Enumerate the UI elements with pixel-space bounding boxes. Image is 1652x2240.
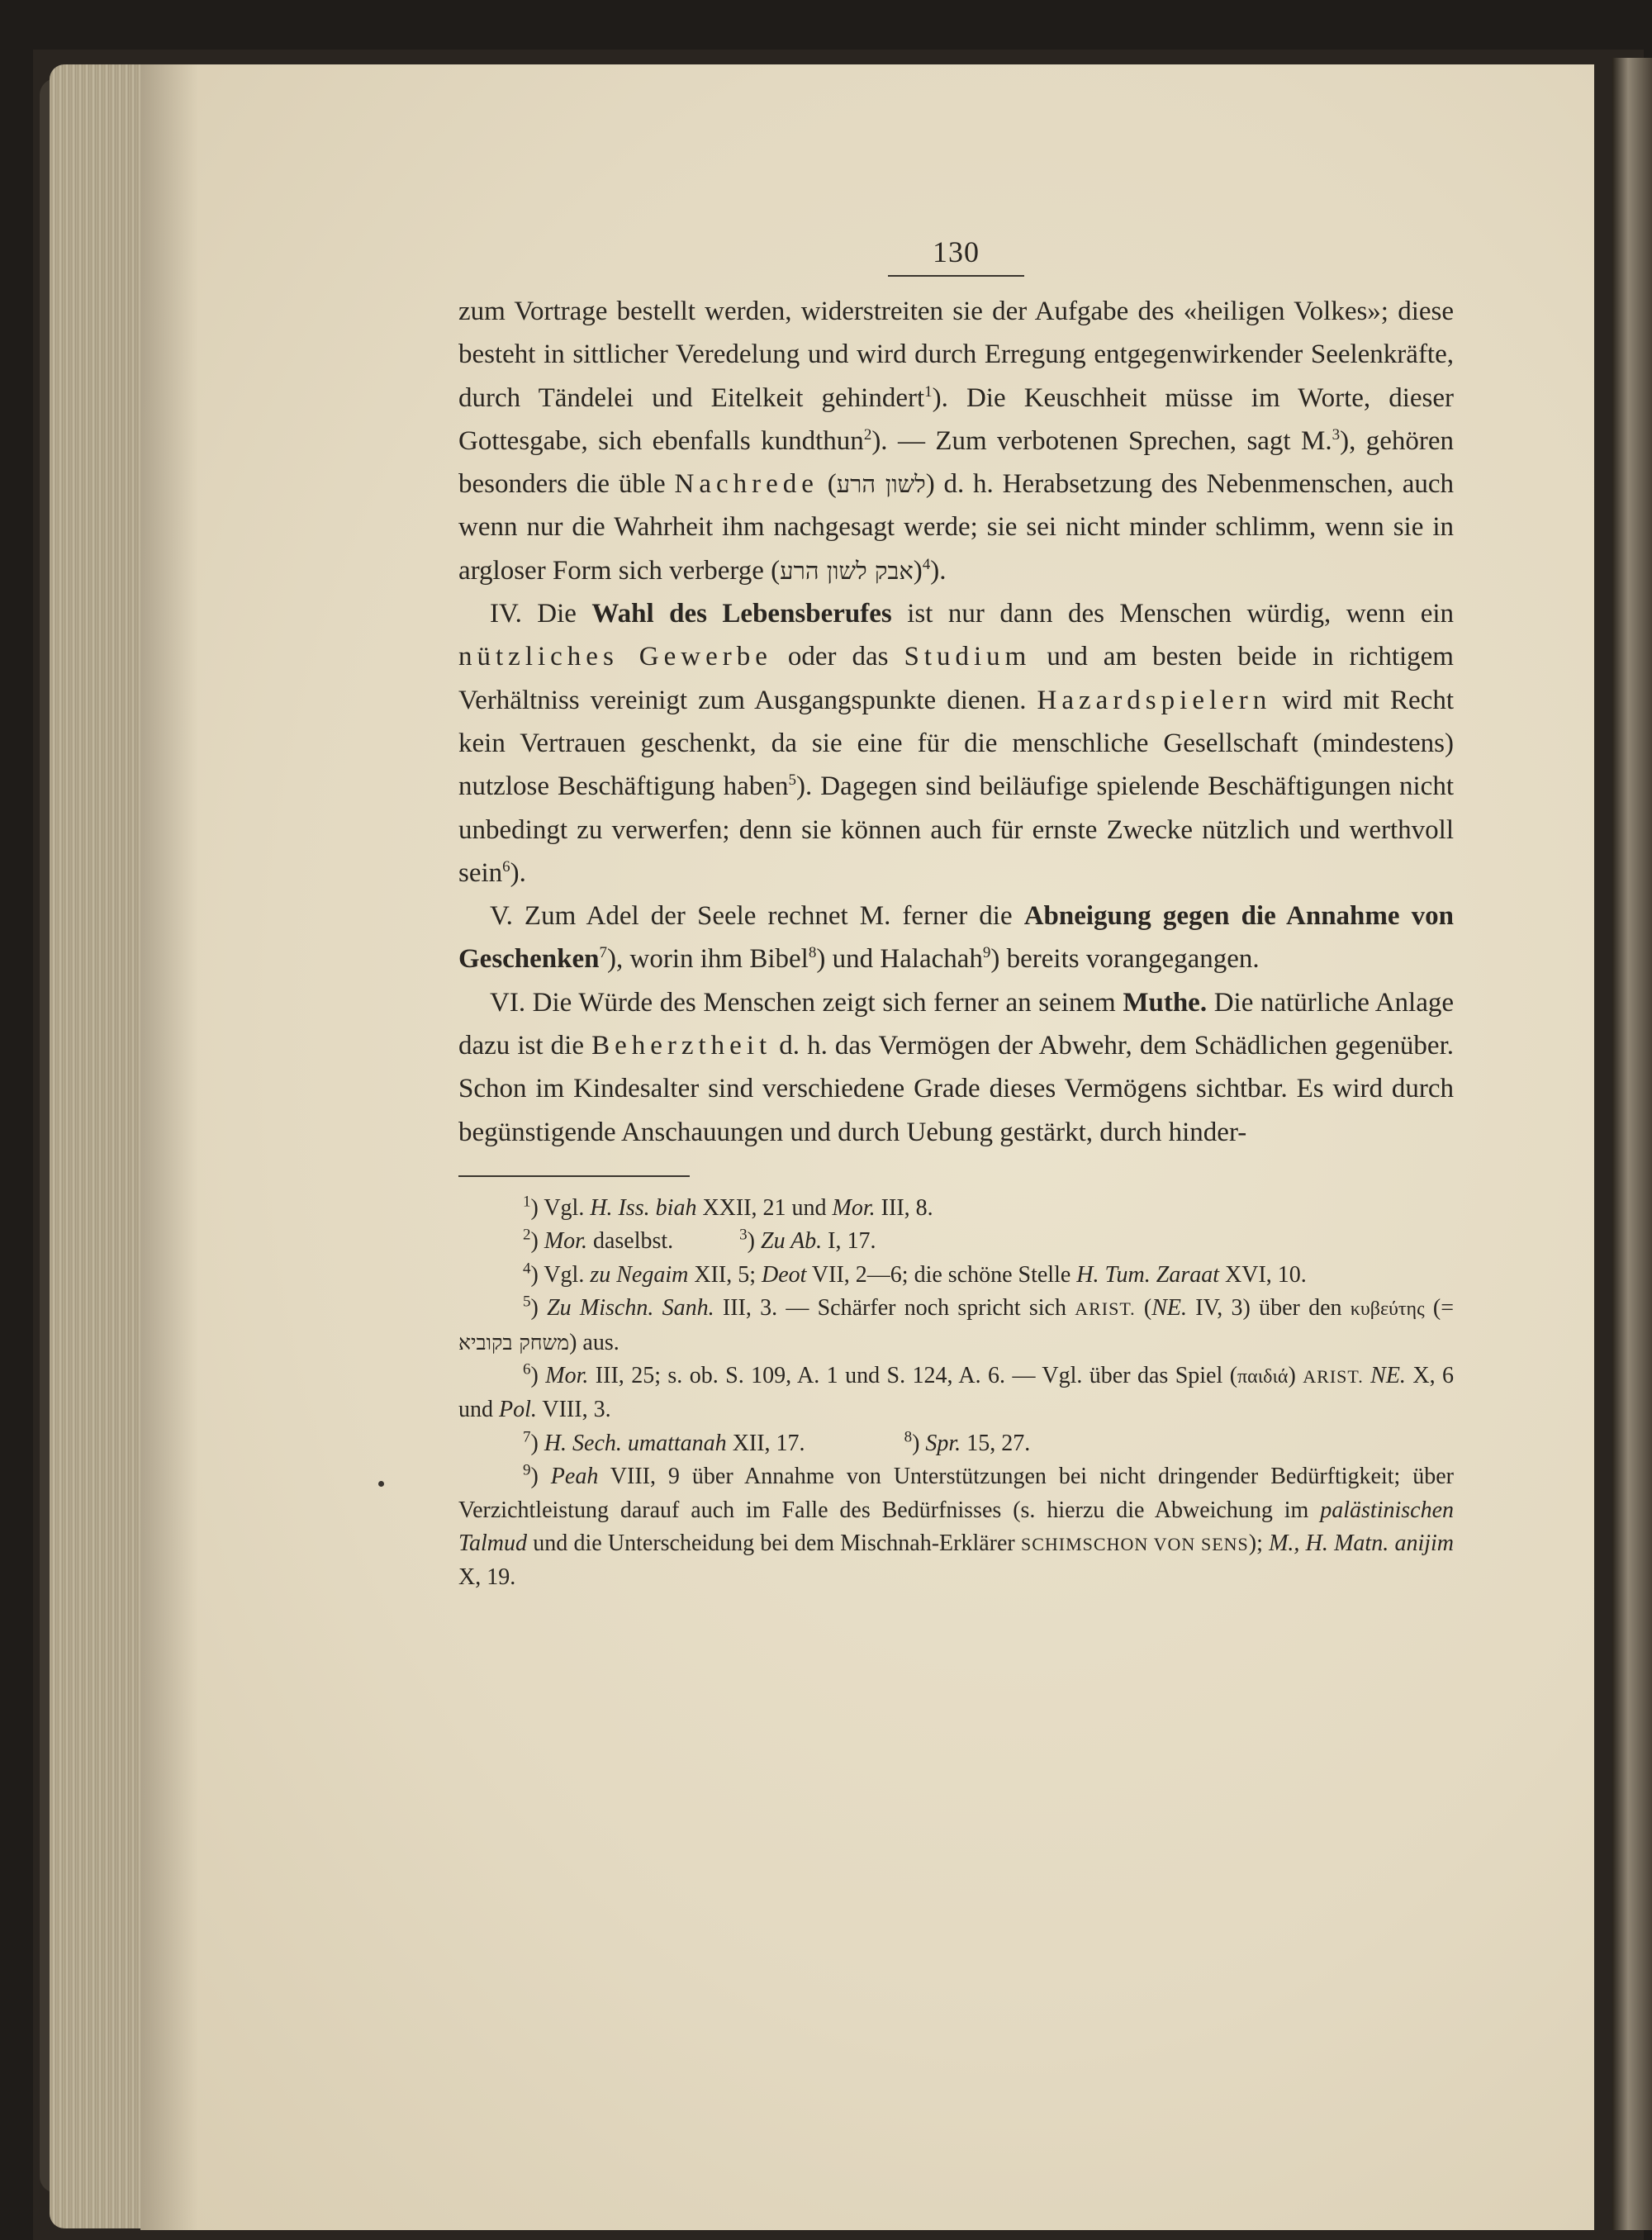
spaced-term: nützliches Gewerbe	[458, 642, 772, 672]
page-content	[458, 235, 1454, 1595]
italic-citation: Zu Mischn. Sanh.	[547, 1295, 714, 1322]
italic-citation: palästinischen Talmud	[458, 1497, 1454, 1556]
text-run: ) Vgl.	[530, 1194, 591, 1221]
italic-citation: M., H. Matn. anijim	[1269, 1531, 1454, 1556]
footnote-number: 3	[739, 1227, 748, 1245]
italic-citation: Deot	[761, 1261, 807, 1288]
footnote-number: 2	[523, 1227, 531, 1245]
footnote-4	[458, 1259, 1454, 1292]
text-run: IV, 3) über den	[1187, 1295, 1351, 1322]
italic-citation: Zu Ab.	[761, 1228, 823, 1255]
text-run: ) Vgl.	[530, 1261, 591, 1288]
spaced-term: Studium	[904, 642, 1032, 672]
text-run: und am besten beide in richtigem Verhältniss vereinigt zum Ausgangspunkte dienen.	[458, 642, 1454, 715]
small-caps-author: SCHIMSCHON VON SENS	[1020, 1534, 1249, 1554]
text-run: III, 8.	[875, 1194, 933, 1221]
text-run: VIII, 3.	[536, 1397, 611, 1423]
text-run: ).	[510, 857, 526, 888]
greek-term: κυβεύτης	[1350, 1298, 1425, 1321]
text-run: ). — Zum verbotenen Sprechen, sagt M.	[871, 425, 1332, 456]
text-run: ), gehören besonders die üble	[458, 425, 1455, 500]
text-run: ) und Halachah	[816, 944, 983, 975]
text-run: und die Unterscheidung bei dem Mischnah-Erklärer	[527, 1531, 1021, 1556]
paragraph-iv	[458, 592, 1454, 895]
text-run: daselbst.	[586, 1228, 674, 1255]
italic-citation: Peah	[550, 1464, 599, 1490]
italic-citation: NE.	[1151, 1295, 1188, 1322]
text-run: V. Zum Adel der Seele rechnet M. ferner die	[490, 901, 1024, 932]
text-run: );	[1248, 1531, 1270, 1556]
text-run: ). Die Keuschheit müsse im Worte, dieser Gottesgabe, sich ebenfalls kundthun	[458, 382, 1455, 456]
text-run: (=	[1424, 1295, 1454, 1322]
footnote-1	[458, 1192, 1454, 1225]
greek-term: παιδιά	[1237, 1365, 1289, 1388]
text-run: ).	[930, 555, 947, 586]
text-run: )	[530, 1295, 548, 1322]
text-run: X, 19.	[458, 1564, 516, 1591]
text-run: )	[530, 1430, 544, 1456]
gutter-shadow	[140, 64, 198, 2230]
text-run	[1364, 1363, 1370, 1388]
text-run: III, 3. — Schärfer noch spricht sich	[714, 1295, 1075, 1322]
text-run: I, 17.	[822, 1228, 876, 1255]
footnote-number: 1	[523, 1193, 531, 1211]
footnote-number: 5	[523, 1293, 531, 1311]
footnote-5	[458, 1292, 1454, 1360]
italic-citation: NE.	[1370, 1362, 1406, 1388]
text-run: oder das	[771, 642, 904, 672]
footnote-ref: 1	[924, 382, 933, 401]
paragraph-vi	[458, 981, 1454, 1154]
bold-heading: Abneigung gegen die Annahme von Geschenken	[458, 901, 1454, 975]
text-run: XII, 17.	[726, 1430, 805, 1456]
facing-page-edge	[1612, 58, 1652, 2230]
italic-citation: H. Iss. biah	[590, 1194, 697, 1221]
paper-speck	[378, 1481, 384, 1487]
footnote-ref: 7	[599, 944, 608, 962]
text-run: XXII, 21 und	[696, 1194, 833, 1221]
text-run: ). Dagegen sind beiläufige spielende Beschäftigungen nicht unbedingt zu verwerfen; denn sie können auch für ernste Zwecke nützlich und werthvoll sein	[458, 771, 1454, 888]
hebrew-term: לשון הרע	[836, 470, 926, 499]
text-run: XVI, 10.	[1219, 1261, 1307, 1288]
page-number: 130	[888, 235, 1024, 277]
text-run: (	[1135, 1295, 1152, 1322]
italic-citation: Spr.	[925, 1430, 961, 1456]
hebrew-term: אבק לשון הרע	[780, 556, 914, 585]
footnote-number: 4	[523, 1260, 531, 1278]
text-run: VI. Die Würde des Menschen zeigt sich ferner an seinem	[490, 987, 1123, 1018]
text-run: (	[818, 469, 837, 500]
text-run: )	[530, 1362, 546, 1388]
footnote-7-8	[458, 1427, 1454, 1460]
text-run: VIII, 9 über Annahme von Unterstützungen bei nicht dringender Bedürftigkeit; über Verzichtleistung darauf auch im Falle des Bedürfnisses (s. hierzu die Abweichung im	[458, 1464, 1455, 1523]
text-run: VII, 2—6; die schöne Stelle	[806, 1261, 1077, 1288]
footnote-number: 8	[904, 1428, 913, 1446]
footnote-9	[458, 1460, 1454, 1595]
footnote-number: 7	[523, 1428, 531, 1446]
spaced-term: Beherztheit	[591, 1031, 772, 1061]
footnote-number: 9	[523, 1461, 531, 1479]
text-run: wird mit Recht kein Vertrauen geschenkt, da sie eine für die menschliche Gesellschaft (mindestens) nutzlose Beschäftigung haben	[458, 685, 1455, 802]
italic-citation: Mor.	[832, 1194, 876, 1221]
footnotes	[458, 1192, 1454, 1595]
text-run: XII, 5;	[688, 1261, 762, 1288]
small-caps-author: ARIST.	[1075, 1298, 1136, 1320]
text-run: )	[530, 1228, 544, 1255]
text-run: d. h. das Vermögen der Abwehr, dem Schädlichen gegenüber. Schon im Kindesalter sind verschiedene Grade dieses Vermögens sichtbar. Es wird durch begünstigende Anschauungen und durch Uebung gestärkt, durch hinder-	[458, 1031, 1454, 1147]
italic-citation: Pol.	[499, 1397, 537, 1423]
text-run: )	[912, 1430, 926, 1456]
footnote-divider	[458, 1175, 690, 1177]
text-run: )	[913, 555, 923, 586]
footnote-ref: 6	[502, 857, 510, 876]
text-run: ) d. h. Herabsetzung des Nebenmenschen, auch wenn nur die Wahrheit ihm nachgesagt werde; sie sei nicht minder schlimm, wenn sie in argloser Form sich verberge (	[458, 469, 1454, 586]
text-run: 15, 27.	[961, 1430, 1031, 1456]
main-text	[458, 290, 1454, 1154]
text-run: )	[1288, 1362, 1303, 1388]
bold-heading: Muthe.	[1123, 987, 1208, 1018]
italic-citation: zu Negaim	[590, 1261, 689, 1288]
footnote-ref: 8	[808, 944, 817, 962]
footnote-ref: 3	[1332, 425, 1341, 444]
text-run: ) aus.	[569, 1329, 620, 1355]
italic-citation: Mor.	[545, 1362, 589, 1388]
text-run: Die natürliche Anlage dazu ist die	[458, 987, 1454, 1061]
footnote-ref: 9	[982, 944, 991, 962]
spaced-term: Hazardspielern	[1037, 685, 1272, 715]
text-run: ), worin ihm Bibel	[607, 944, 809, 975]
footnote-6	[458, 1360, 1454, 1427]
italic-citation: H. Sech. umattanah	[544, 1430, 727, 1456]
footnote-ref: 2	[863, 425, 872, 444]
footnote-ref: 4	[922, 555, 931, 573]
hebrew-term: משחק בקוביא	[458, 1330, 570, 1355]
bold-heading: Wahl des Lebensberufes	[591, 599, 892, 629]
italic-citation: H. Tum. Zaraat	[1076, 1261, 1220, 1288]
text-run: IV. Die	[490, 599, 592, 629]
italic-citation: Mor.	[544, 1228, 587, 1255]
text-run: ) bereits vorangegangen.	[990, 944, 1260, 975]
paragraph-continuation	[458, 290, 1454, 592]
text-run: X, 6 und	[458, 1362, 1454, 1423]
text-run: )	[747, 1228, 761, 1255]
text-run: III, 25; s. ob. S. 109, A. 1 und S. 124, A. 6. — Vgl. über das Spiel (	[588, 1362, 1238, 1388]
paragraph-v	[458, 895, 1454, 981]
text-run: )	[530, 1464, 551, 1490]
text-run: zum Vortrage bestellt werden, widerstreiten sie der Aufgabe des «heiligen Volkes»; diese besteht in sittlicher Veredelung und wird durch Erregung entgegenwirkender Seelenkräfte, durch Tändelei und Eitelkeit gehindert	[458, 297, 1454, 413]
footnote-ref: 5	[788, 771, 796, 790]
text-run: ist nur dann des Menschen würdig, wenn ein	[891, 599, 1455, 629]
footnote-2-3	[458, 1225, 1454, 1258]
footnote-number: 6	[523, 1360, 531, 1379]
small-caps-author: ARIST.	[1303, 1365, 1364, 1387]
spaced-term: Nachrede	[674, 469, 819, 500]
